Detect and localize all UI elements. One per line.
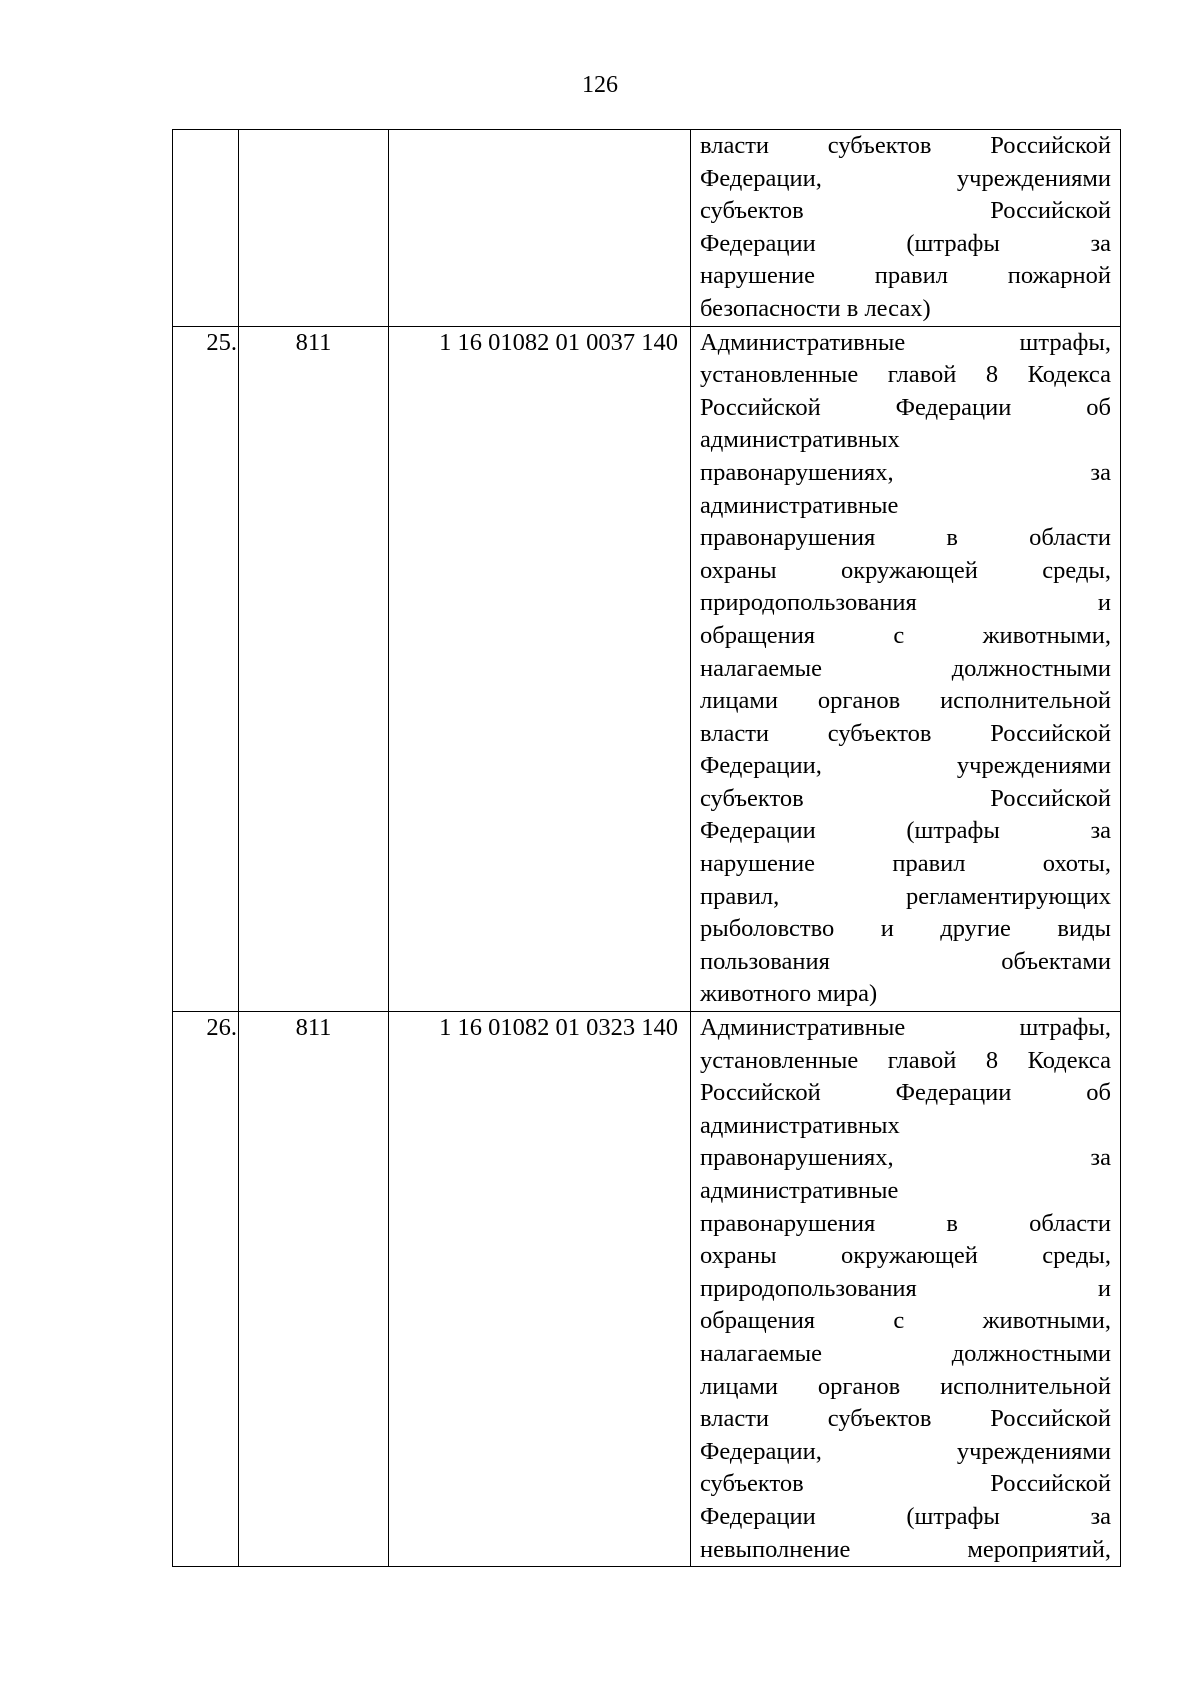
- description-line: охраны окружающей среды,: [700, 556, 1111, 584]
- description-line: нарушение правил пожарной: [700, 262, 1111, 290]
- description-line: Административные штрафы,: [700, 328, 1111, 356]
- description-line: обращения с животными,: [700, 621, 1111, 649]
- description-line: налагаемые должностными: [700, 654, 1111, 682]
- description-line: Российской Федерации об: [700, 1079, 1111, 1107]
- description-line: административных: [700, 426, 900, 454]
- description-line: субъектов Российской: [700, 197, 1111, 225]
- description-line: Федерации, учреждениями: [700, 1437, 1111, 1465]
- description-line: рыболовство и другие виды: [700, 915, 1111, 943]
- description-line: правонарушениях, за: [700, 1144, 1111, 1172]
- description-line: административные: [700, 491, 899, 519]
- description-line: нарушение правил охоты,: [700, 850, 1111, 878]
- description-line: правил, регламентирующих: [700, 882, 1111, 910]
- description-line: природопользования и: [700, 1274, 1111, 1302]
- table-row: [173, 326, 1121, 1011]
- description-line: правонарушениях, за: [700, 458, 1111, 486]
- description-line: Федерации (штрафы за: [700, 817, 1111, 845]
- description-line: охраны окружающей среды,: [700, 1242, 1111, 1270]
- description-line: власти субъектов Российской: [700, 1405, 1111, 1433]
- description-line: Федерации (штрафы за: [700, 229, 1111, 257]
- revenue-description: [691, 130, 1121, 327]
- description-line: Федерации, учреждениями: [700, 164, 1111, 192]
- description-line: пользования объектами: [700, 947, 1111, 975]
- description-line: правонарушения в области: [700, 1209, 1111, 1237]
- description-line: Российской Федерации об: [700, 393, 1111, 421]
- row-number: [173, 130, 239, 327]
- description-line: обращения с животными,: [700, 1307, 1111, 1335]
- description-line: субъектов Российской: [700, 1470, 1111, 1498]
- administrator-code: [239, 130, 389, 327]
- description-line: безопасности в лесах): [700, 294, 931, 322]
- budget-classification-code: [389, 130, 691, 327]
- description-line: лицами органов исполнительной: [700, 687, 1111, 715]
- row-number: 25.: [173, 326, 239, 1011]
- description-line: налагаемые должностными: [700, 1339, 1111, 1367]
- budget-classification-code: 1 16 01082 01 0037 140: [389, 326, 691, 1011]
- page-number: 126: [582, 72, 618, 98]
- table-row: [173, 130, 1121, 327]
- description-line: животного мира): [700, 980, 878, 1008]
- description-line: Федерации, учреждениями: [700, 752, 1111, 780]
- description-line: установленные главой 8 Кодекса: [700, 1046, 1111, 1074]
- table-row: [173, 1012, 1121, 1567]
- budget-codes-table: [172, 129, 1121, 1567]
- description-line: установленные главой 8 Кодекса: [700, 361, 1111, 389]
- budget-classification-code: 1 16 01082 01 0323 140: [389, 1012, 691, 1567]
- description-line: власти субъектов Российской: [700, 719, 1111, 747]
- description-line: невыполнение мероприятий,: [700, 1535, 1111, 1563]
- description-line: административные: [700, 1177, 899, 1204]
- description-line: правонарушения в области: [700, 524, 1111, 552]
- description-line: природопользования и: [700, 589, 1111, 617]
- administrator-code: 811: [239, 1012, 389, 1567]
- description-line: власти субъектов Российской: [700, 132, 1111, 159]
- description-line: Федерации (штрафы за: [700, 1502, 1111, 1530]
- revenue-description: [691, 326, 1121, 1011]
- revenue-description: [691, 1012, 1121, 1567]
- administrator-code: 811: [239, 326, 389, 1011]
- description-line: лицами органов исполнительной: [700, 1372, 1111, 1400]
- description-line: административных: [700, 1111, 900, 1139]
- description-line: Административные штрафы,: [700, 1014, 1111, 1042]
- description-line: субъектов Российской: [700, 784, 1111, 812]
- row-number: 26.: [173, 1012, 239, 1567]
